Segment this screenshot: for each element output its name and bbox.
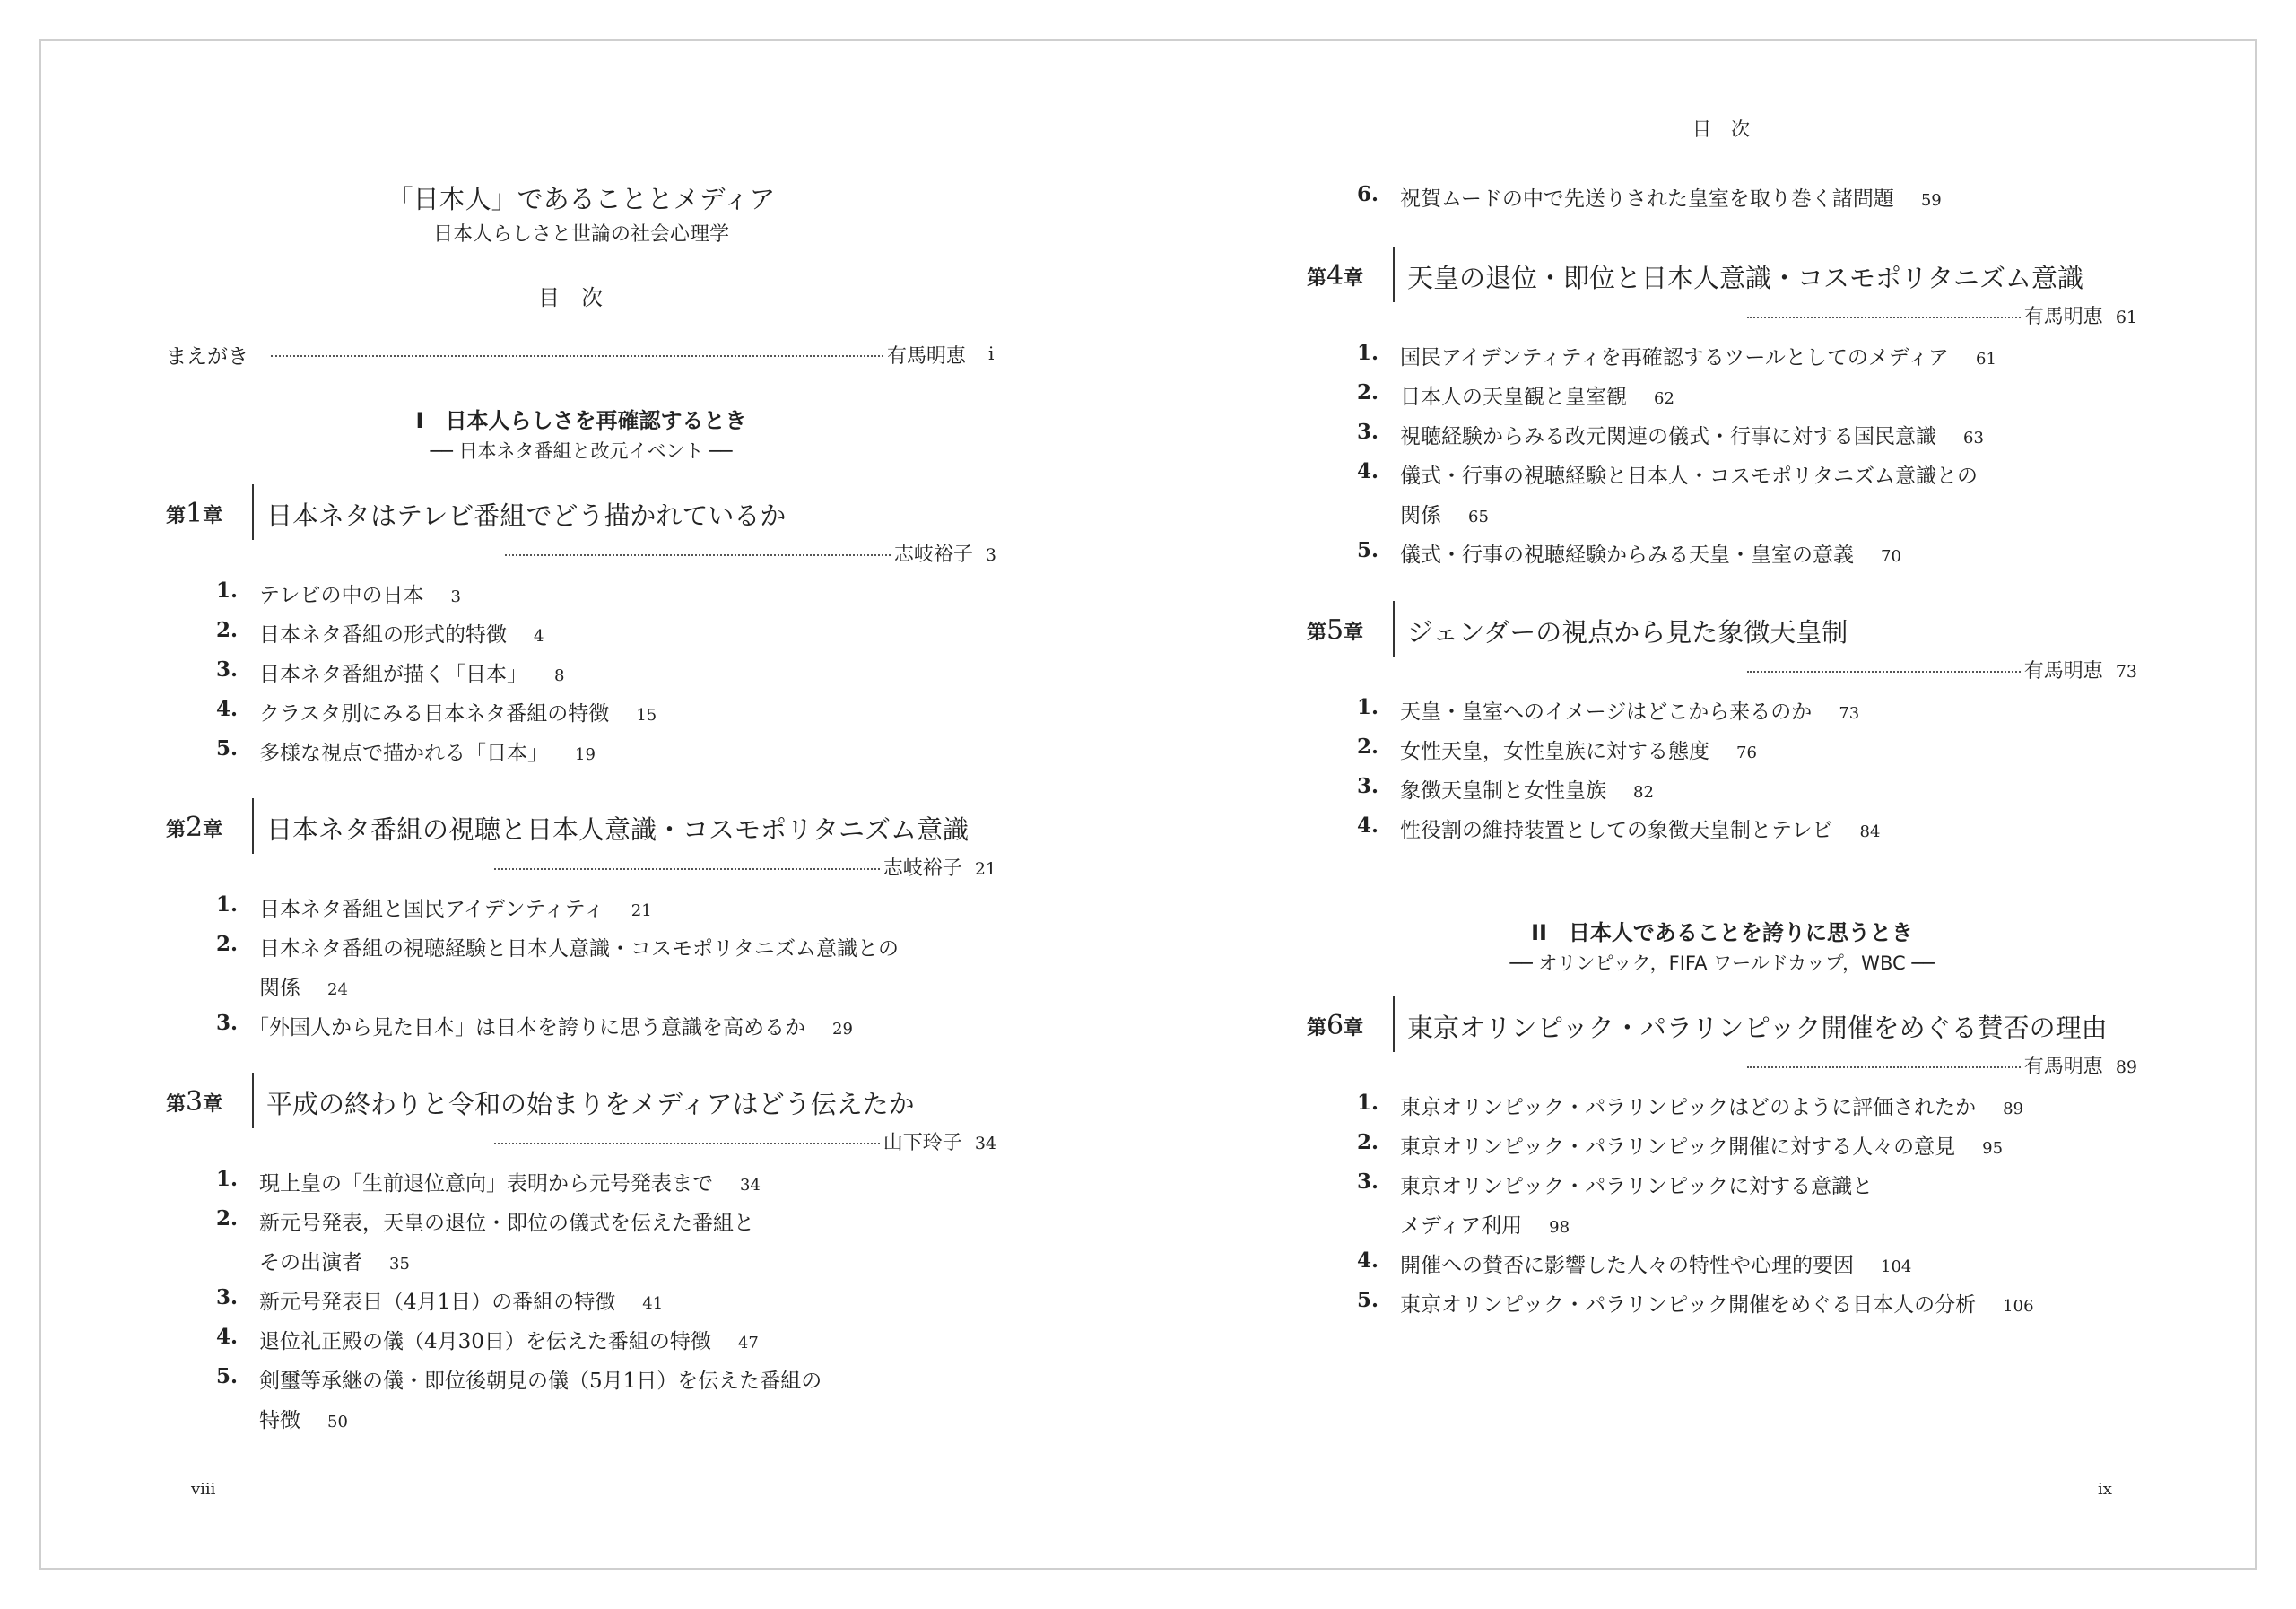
section-entry: 多様な視点で描かれる「日本」 19 [259, 742, 596, 765]
section-entry: 日本ネタ番組の視聴経験と日本人意識・コスモポリタニズム意識との [259, 937, 899, 961]
part-title: I 日本人らしさを再確認するとき [415, 408, 747, 433]
section-number: 1. [215, 578, 238, 603]
book-subtitle: 日本人らしさと世論の社会心理学 [432, 223, 729, 246]
leader-dots [494, 1143, 880, 1144]
book-title: 「日本人」であることとメディア [387, 184, 776, 214]
chapter-divider [1393, 601, 1395, 657]
leader-dots [1747, 671, 2021, 673]
section-entry: 象徴天皇制と女性皇族 82 [1400, 779, 1654, 803]
section-number: 2. [1356, 380, 1378, 404]
section-entry: テレビの中の日本 3 [259, 584, 461, 607]
chapter-author-line [279, 853, 996, 881]
preface-label: まえがき [166, 345, 248, 369]
section-number: 5. [215, 1364, 238, 1388]
chapter-author-line [279, 539, 996, 567]
chapter-author-line [1420, 1051, 2137, 1079]
section-entry: 儀式・行事の視聴経験からみる天皇・皇室の意義 70 [1400, 544, 1901, 567]
chapter-author: 志岐裕子 [883, 857, 962, 880]
section-entry-continued: 関係 65 [1400, 504, 1489, 527]
section-number: 4. [1356, 459, 1378, 483]
section-number: 2. [1356, 735, 1378, 759]
section-entry: 東京オリンピック・パラリンピック開催をめぐる日本人の分析 106 [1400, 1293, 2034, 1317]
section-number: 4. [215, 697, 238, 721]
chapter-label: 第4章 [1307, 260, 1364, 291]
chapter-author-line [1420, 656, 2137, 683]
section-number: 6. [1356, 182, 1378, 206]
section-number: 3. [1356, 1170, 1378, 1194]
leader-dots [494, 868, 880, 870]
chapter-label: 第1章 [166, 498, 223, 529]
chapter-page: 89 [2115, 1057, 2137, 1077]
chapter-page: 73 [2115, 662, 2137, 682]
section-entry-continued: その出演者 35 [259, 1251, 410, 1274]
chapter-divider [1393, 247, 1395, 302]
chapter-label: 第6章 [1307, 1010, 1364, 1041]
leader-dots [505, 554, 891, 556]
page-number: ix [2098, 1480, 2112, 1499]
chapter-divider [252, 798, 254, 854]
chapter-title: 平成の終わりと令和の始まりをメディアはどう伝えたか [266, 1089, 915, 1119]
section-entry: 東京オリンピック・パラリンピック開催に対する人々の意見 95 [1400, 1135, 2004, 1159]
chapter-page: 3 [985, 545, 996, 565]
section-number: 5. [215, 736, 238, 761]
chapter-title: 天皇の退位・即位と日本人意識・コスモポリタニズム意識 [1407, 263, 2084, 293]
part-title: II 日本人であることを誇りに思うとき [1531, 920, 1913, 945]
section-entry-continued: メディア利用 98 [1400, 1214, 1570, 1238]
toc-heading: 目次 [538, 285, 624, 310]
leader-dots [271, 355, 883, 357]
preface-author: 有馬明恵 [887, 345, 967, 368]
section-entry: 儀式・行事の視聴経験と日本人・コスモポリタニズム意識との [1400, 465, 1978, 488]
chapter-title: 日本ネタ番組の視聴と日本人意識・コスモポリタニズム意識 [266, 814, 970, 845]
section-entry: 新元号発表日（4月1日）の番組の特徴 41 [259, 1291, 664, 1314]
chapter-author: 有馬明恵 [2023, 306, 2103, 328]
section-entry: 性役割の維持装置としての象徴天皇制とテレビ 84 [1400, 819, 1881, 842]
section-number: 2. [215, 618, 238, 642]
chapter-page: 61 [2115, 308, 2137, 327]
section-entry: 日本ネタ番組の形式的特徴 4 [259, 623, 544, 647]
chapter-author: 有馬明恵 [2023, 660, 2103, 683]
chapter-page: 34 [974, 1134, 996, 1153]
section-number: 1. [215, 892, 238, 917]
section-entry: 現上皇の「生前退位意向」表明から元号発表まで 34 [259, 1172, 761, 1196]
section-entry-continued: 特徴 50 [259, 1409, 348, 1432]
section-entry: 日本ネタ番組が描く「日本」 8 [259, 663, 565, 686]
section-number: 5. [1356, 1288, 1378, 1312]
chapter-title: 東京オリンピック・パラリンピック開催をめぐる賛否の理由 [1407, 1013, 2108, 1043]
section-entry: 視聴経験からみる改元関連の儀式・行事に対する国民意識 63 [1400, 425, 1984, 448]
chapter-label: 第2章 [166, 812, 223, 843]
section-number: 3. [1356, 420, 1378, 444]
chapter-author: 志岐裕子 [893, 544, 973, 566]
section-entry: 東京オリンピック・パラリンピックはどのように評価されたか 89 [1400, 1096, 2024, 1119]
part-subtitle: ── 日本ネタ番組と改元イベント ── [430, 440, 733, 462]
chapter-divider [252, 1073, 254, 1128]
chapter-label: 第3章 [166, 1086, 223, 1118]
chapter-author: 有馬明恵 [2023, 1056, 2103, 1078]
section-entry: 東京オリンピック・パラリンピックに対する意識と [1400, 1175, 1874, 1198]
chapter-page: 21 [974, 859, 996, 879]
section-number: 2. [215, 932, 238, 956]
section-number: 2. [1356, 1130, 1378, 1154]
chapter-author: 山下玲子 [883, 1132, 962, 1154]
section-entry: 女性天皇，女性皇族に対する態度 76 [1400, 740, 1757, 763]
page-number: viii [191, 1480, 216, 1499]
section-entry: 日本人の天皇観と皇室観 62 [1400, 386, 1674, 409]
section-entry: 新元号発表，天皇の退位・即位の儀式を伝えた番組と [259, 1212, 754, 1235]
section-number: 1. [1356, 1091, 1378, 1115]
section-entry: 国民アイデンティティを再確認するツールとしてのメディア 61 [1400, 346, 1996, 370]
section-entry: 剣璽等承継の儀・即位後朝見の儀（5月1日）を伝えた番組の [259, 1370, 822, 1393]
chapter-title: 日本ネタはテレビ番組でどう描かれているか [266, 500, 787, 531]
section-number: 1. [1356, 695, 1378, 719]
section-entry: 天皇・皇室へのイメージはどこから来るのか 73 [1400, 700, 1860, 724]
section-number: 3. [215, 1011, 238, 1035]
section-number: 3. [215, 657, 238, 682]
section-number: 3. [215, 1285, 238, 1309]
chapter-label: 第5章 [1307, 614, 1364, 646]
section-number: 4. [1356, 813, 1378, 838]
section-number: 4. [1356, 1248, 1378, 1273]
section-entry: 日本ネタ番組と国民アイデンティティ 21 [259, 898, 652, 921]
section-entry: クラスタ別にみる日本ネタ番組の特徴 15 [259, 702, 657, 726]
chapter-divider [1393, 996, 1395, 1052]
leader-dots [1747, 1066, 2021, 1068]
section-entry: 祝賀ムードの中で先送りされた皇室を取り巻く諸問題 59 [1400, 187, 1942, 211]
chapter-author-line [279, 1127, 996, 1155]
section-number: 1. [1356, 341, 1378, 365]
running-head: 目次 [1692, 118, 1770, 140]
chapter-author-line [1420, 301, 2137, 329]
section-number: 1. [215, 1167, 238, 1191]
section-number: 2. [215, 1206, 238, 1231]
section-entry: 「外国人から見た日本」は日本を誇りに思う意識を高めるか 29 [248, 1016, 853, 1039]
section-number: 3. [1356, 774, 1378, 798]
part-subtitle: ── オリンピック，FIFA ワールドカップ，WBC ── [1509, 952, 1935, 974]
chapter-divider [252, 484, 254, 540]
chapter-title: ジェンダーの視点から見た象徴天皇制 [1407, 617, 1848, 648]
preface-page: i [988, 343, 995, 364]
section-entry: 開催への賛否に影響した人々の特性や心理的要因 104 [1400, 1254, 1912, 1277]
leader-dots [1747, 317, 2021, 318]
section-entry: 退位礼正殿の儀（4月30日）を伝えた番組の特徴 47 [259, 1330, 759, 1353]
section-number: 4. [215, 1325, 238, 1349]
section-number: 5. [1356, 538, 1378, 562]
section-entry-continued: 関係 24 [259, 977, 348, 1000]
